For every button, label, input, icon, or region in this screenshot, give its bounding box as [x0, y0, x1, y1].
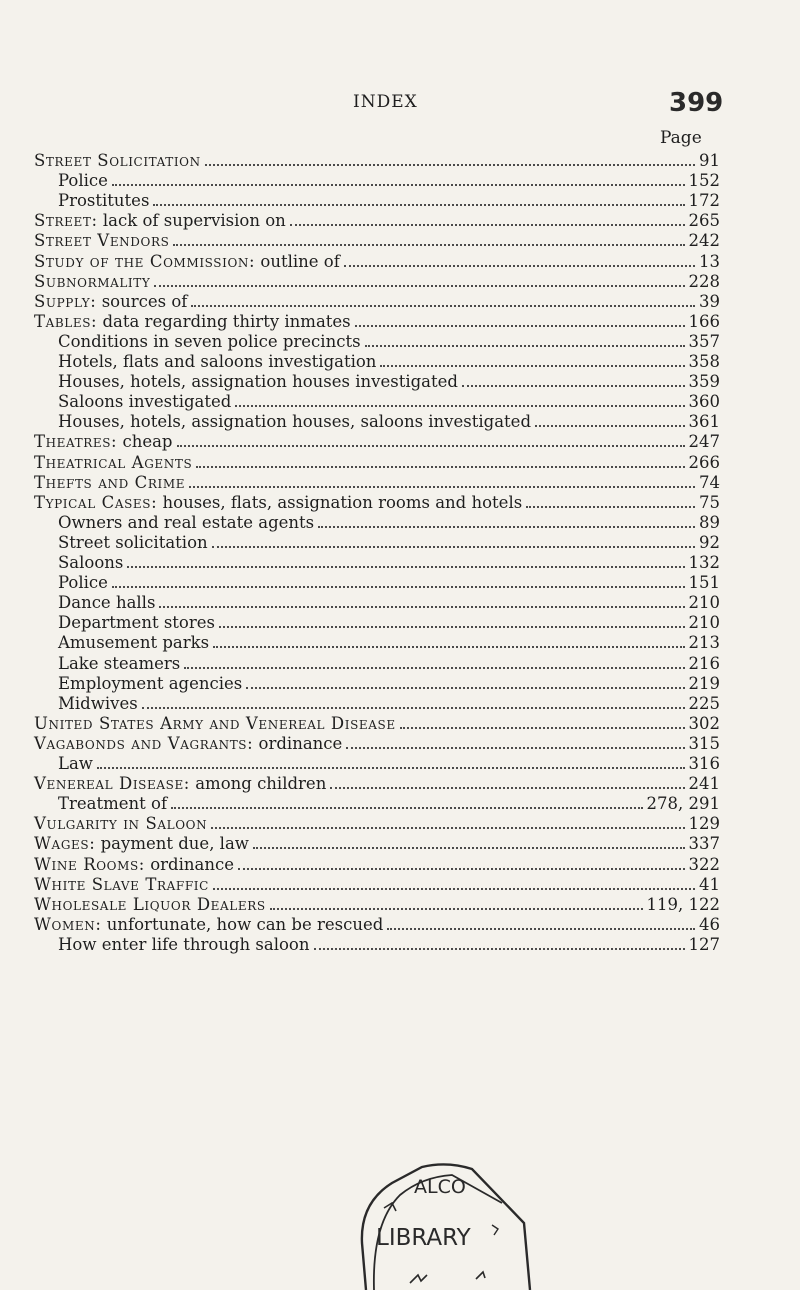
index-entry	[34, 733, 720, 755]
entry-term	[34, 895, 266, 914]
entry-heading: Wages:	[34, 834, 96, 854]
stamp-label: LIBRARY	[376, 1225, 471, 1251]
entry-text: Lake steamers	[58, 653, 181, 673]
entry-page-number: 210	[688, 593, 720, 613]
entry-heading: Theatres:	[34, 432, 118, 452]
entry-page-number: 132	[688, 553, 720, 572]
entry-page-number: 13	[699, 251, 720, 271]
dot-leader	[318, 512, 695, 528]
entry-text: Dance halls	[58, 593, 156, 613]
entry-term	[34, 734, 342, 753]
entry-term	[34, 432, 173, 451]
index-entry	[34, 874, 720, 896]
entry-page-number: 278, 291	[646, 794, 720, 814]
entry-term	[34, 211, 286, 230]
index-subentry	[58, 753, 720, 775]
entry-page-number: 216	[688, 653, 720, 673]
dot-leader	[142, 693, 685, 709]
dot-leader	[112, 170, 685, 186]
entry-page-number: 46	[699, 914, 720, 934]
entry-term	[34, 814, 207, 833]
index-subentry	[58, 552, 720, 574]
entry-term	[58, 352, 376, 371]
entry-text: Employment agencies	[58, 673, 243, 693]
entry-term	[58, 392, 231, 411]
dot-leader	[462, 371, 685, 387]
dot-leader	[112, 572, 685, 588]
entry-text: Department stores	[58, 613, 215, 633]
dot-leader	[365, 331, 685, 347]
entry-heading: Vulgarity in Saloon	[34, 814, 208, 834]
entry-heading: Vagabonds and Vagrants:	[34, 733, 254, 753]
index-subentry	[58, 532, 720, 554]
dot-leader	[205, 150, 695, 166]
entry-text: sources of	[96, 291, 188, 311]
index-entry	[34, 773, 720, 795]
index-subentry	[58, 170, 720, 192]
entry-page-number: 172	[688, 191, 720, 211]
entry-term	[58, 332, 361, 351]
entry-text: Street solicitation	[58, 532, 208, 552]
entry-text: Houses, hotels, assignation houses, saloons investigated	[58, 412, 532, 432]
entry-text: outline of	[255, 251, 340, 271]
stamp-arc-text: ALCO	[414, 1176, 466, 1198]
dot-leader	[189, 472, 695, 488]
entry-term	[34, 915, 383, 934]
index-subentry	[58, 190, 720, 212]
dot-leader	[355, 311, 685, 327]
dot-leader	[213, 632, 684, 648]
dot-leader	[154, 271, 684, 287]
entry-page-number: 247	[688, 432, 720, 452]
entry-term	[58, 593, 155, 612]
dot-leader	[246, 673, 684, 689]
index-entry	[34, 210, 720, 232]
index-subentry	[58, 411, 720, 433]
entry-term	[34, 855, 234, 874]
entry-term	[58, 794, 167, 813]
entry-page-number: 166	[688, 311, 720, 331]
entry-term	[34, 312, 351, 331]
entry-page-number: 92	[699, 532, 720, 552]
entry-page-number: 152	[688, 171, 720, 191]
entry-page-number: 359	[688, 372, 720, 392]
entry-text: Police	[58, 573, 108, 593]
dot-leader	[184, 653, 684, 669]
entry-term	[34, 493, 522, 512]
dot-leader	[235, 391, 684, 407]
index-subentry	[58, 673, 720, 695]
entry-term	[34, 875, 209, 894]
entry-text: Law	[58, 754, 93, 773]
entry-page-number: 265	[688, 211, 720, 231]
dot-leader	[212, 532, 695, 548]
entry-term	[34, 774, 326, 793]
index-subentry	[58, 934, 720, 956]
entry-term	[58, 171, 108, 190]
index-entry	[34, 251, 720, 273]
entry-text: Conditions in seven police precincts	[58, 331, 361, 351]
index-subentry	[58, 512, 720, 534]
entry-page-number: 129	[688, 814, 720, 834]
entry-heading: United States Army and Venereal Disease	[34, 713, 396, 733]
entry-term	[34, 453, 192, 472]
entry-heading: Supply:	[34, 291, 97, 311]
entry-heading: Wholesale Liquor Dealers	[34, 894, 266, 914]
entry-page-number: 315	[688, 733, 720, 753]
entry-text: Treatment of	[58, 794, 168, 814]
entry-text: among children	[189, 774, 327, 794]
entry-text: Police	[58, 171, 108, 191]
entry-term	[58, 513, 314, 532]
entry-text: lack of supervision on	[97, 211, 286, 231]
index-entry	[34, 150, 720, 172]
index-entry	[34, 311, 720, 333]
entry-heading: Tables:	[34, 311, 98, 331]
entry-term	[58, 553, 123, 572]
index-subentry	[58, 612, 720, 634]
dot-leader	[211, 813, 684, 829]
dot-leader	[171, 793, 642, 809]
entry-page-number: 302	[688, 713, 720, 733]
index-subentry	[58, 653, 720, 675]
dot-leader	[526, 492, 695, 508]
entry-heading: Street:	[34, 211, 98, 231]
entry-page-number: 74	[699, 472, 720, 492]
index-subentry	[58, 632, 720, 654]
dot-leader	[344, 251, 695, 267]
entry-term	[34, 473, 185, 492]
dot-leader	[387, 914, 695, 930]
index-subentry	[58, 572, 720, 594]
index-subentry	[58, 793, 720, 815]
entry-text: Owners and real estate agents	[58, 512, 315, 532]
entry-term	[34, 272, 150, 291]
entry-page-number: 241	[688, 774, 720, 794]
entry-page-number: 41	[699, 874, 720, 894]
entry-page-number: 75	[699, 492, 720, 512]
entry-text: payment due, law	[95, 834, 249, 854]
entry-term	[34, 834, 249, 853]
entry-text: data regarding thirty inmates	[97, 311, 351, 331]
entry-heading: Thefts and Crime	[34, 472, 186, 492]
entry-text: How enter life through saloon	[58, 934, 310, 954]
index-entry	[34, 291, 720, 313]
dot-leader	[196, 452, 684, 468]
index-entry	[34, 914, 720, 936]
entry-page-number: 151	[688, 573, 720, 593]
dot-leader	[238, 854, 685, 870]
index-entry	[34, 452, 720, 474]
entry-page-number: 219	[688, 673, 720, 693]
page-column-label: Page	[660, 128, 702, 148]
entry-text: cheap	[117, 432, 173, 452]
entry-term	[58, 694, 138, 713]
entry-page-number: 39	[699, 291, 720, 311]
entry-term	[34, 151, 201, 170]
entry-term	[58, 372, 458, 391]
dot-leader	[290, 210, 685, 226]
page-number: 399	[669, 88, 724, 118]
entry-term	[58, 674, 242, 693]
index-subentry	[58, 351, 720, 373]
index-subentry	[58, 331, 720, 353]
entry-text: Midwives	[58, 693, 138, 713]
library-stamp	[352, 1163, 542, 1290]
entry-term	[34, 231, 169, 250]
entry-text: Saloons investigated	[58, 392, 232, 412]
entry-text: Houses, hotels, assignation houses investigated	[58, 372, 458, 392]
entry-text: Prostitutes	[58, 191, 150, 211]
index-entry	[34, 813, 720, 835]
entry-text: ordinance	[253, 733, 343, 753]
entry-text: Saloons	[58, 553, 124, 572]
entry-page-number: 228	[688, 271, 720, 291]
entry-term	[34, 714, 396, 733]
dot-leader	[535, 411, 684, 427]
entry-term	[58, 613, 215, 632]
running-title: INDEX	[353, 92, 418, 112]
dot-leader	[380, 351, 684, 367]
entry-page-number: 242	[688, 231, 720, 251]
dot-leader	[213, 874, 695, 890]
entry-heading: Street Solicitation	[34, 151, 201, 170]
entry-page-number: 89	[699, 512, 720, 532]
index-subentry	[58, 371, 720, 393]
entry-term	[58, 573, 108, 592]
entry-heading: White Slave Traffic	[34, 874, 209, 894]
entry-page-number: 119, 122	[646, 894, 720, 914]
entry-page-number: 357	[688, 331, 720, 351]
entry-page-number: 360	[688, 392, 720, 412]
dot-leader	[177, 431, 685, 447]
dot-leader	[253, 833, 685, 849]
dot-leader	[173, 230, 684, 246]
dot-leader	[127, 552, 684, 568]
entry-page-number: 316	[688, 754, 720, 773]
entry-term	[58, 654, 180, 673]
index-entry	[34, 230, 720, 252]
index-subentry	[58, 693, 720, 715]
dot-leader	[97, 753, 685, 769]
index-entry	[34, 431, 720, 453]
entry-page-number: 361	[688, 412, 720, 432]
entry-page-number: 91	[699, 151, 720, 170]
entry-term	[58, 533, 208, 552]
entry-term	[58, 754, 93, 773]
dot-leader	[314, 934, 685, 950]
dot-leader	[159, 592, 684, 608]
entry-term	[58, 935, 310, 954]
index-entry	[34, 492, 720, 514]
page-header	[0, 88, 800, 122]
entry-page-number: 225	[688, 693, 720, 713]
entry-page-number: 322	[688, 854, 720, 874]
entry-term	[58, 412, 531, 431]
index-subentry	[58, 592, 720, 614]
entry-term	[34, 292, 187, 311]
entry-page-number: 210	[688, 613, 720, 633]
index-entry	[34, 894, 720, 916]
entry-term	[58, 191, 149, 210]
entry-term	[34, 252, 340, 271]
entry-text: Amusement parks	[58, 633, 210, 653]
dot-leader	[191, 291, 695, 307]
entry-page-number: 266	[688, 452, 720, 472]
index-entry	[34, 833, 720, 855]
entry-page-number: 213	[688, 633, 720, 653]
index-entry	[34, 713, 720, 735]
dot-leader	[153, 190, 684, 206]
dot-leader	[400, 713, 685, 729]
entry-heading: Typical Cases:	[34, 492, 158, 512]
entry-heading: Women:	[34, 914, 102, 934]
entry-page-number: 127	[688, 934, 720, 954]
entry-heading: Theatrical Agents	[34, 452, 193, 472]
entry-page-number: 337	[688, 834, 720, 854]
entry-text: unfortunate, how can be rescued	[101, 914, 384, 934]
entry-heading: Street Vendors	[34, 231, 170, 251]
entry-text: Hotels, flats and saloons investigation	[58, 352, 377, 371]
entry-heading: Study of the Commission:	[34, 251, 256, 271]
entry-text: ordinance	[144, 854, 234, 874]
entry-text: houses, flats, assignation rooms and hotels	[157, 492, 523, 512]
dot-leader	[270, 894, 643, 910]
entry-heading: Subnormality	[34, 271, 151, 291]
index-entry	[34, 472, 720, 494]
entry-heading: Wine Rooms:	[34, 854, 145, 874]
entry-page-number: 358	[688, 352, 720, 371]
entry-term	[58, 633, 209, 652]
index-subentry	[58, 391, 720, 413]
entry-heading: Venereal Disease:	[34, 774, 190, 794]
index-entry	[34, 271, 720, 293]
dot-leader	[330, 773, 684, 789]
dot-leader	[346, 733, 684, 749]
index-entry	[34, 854, 720, 876]
dot-leader	[219, 612, 685, 628]
